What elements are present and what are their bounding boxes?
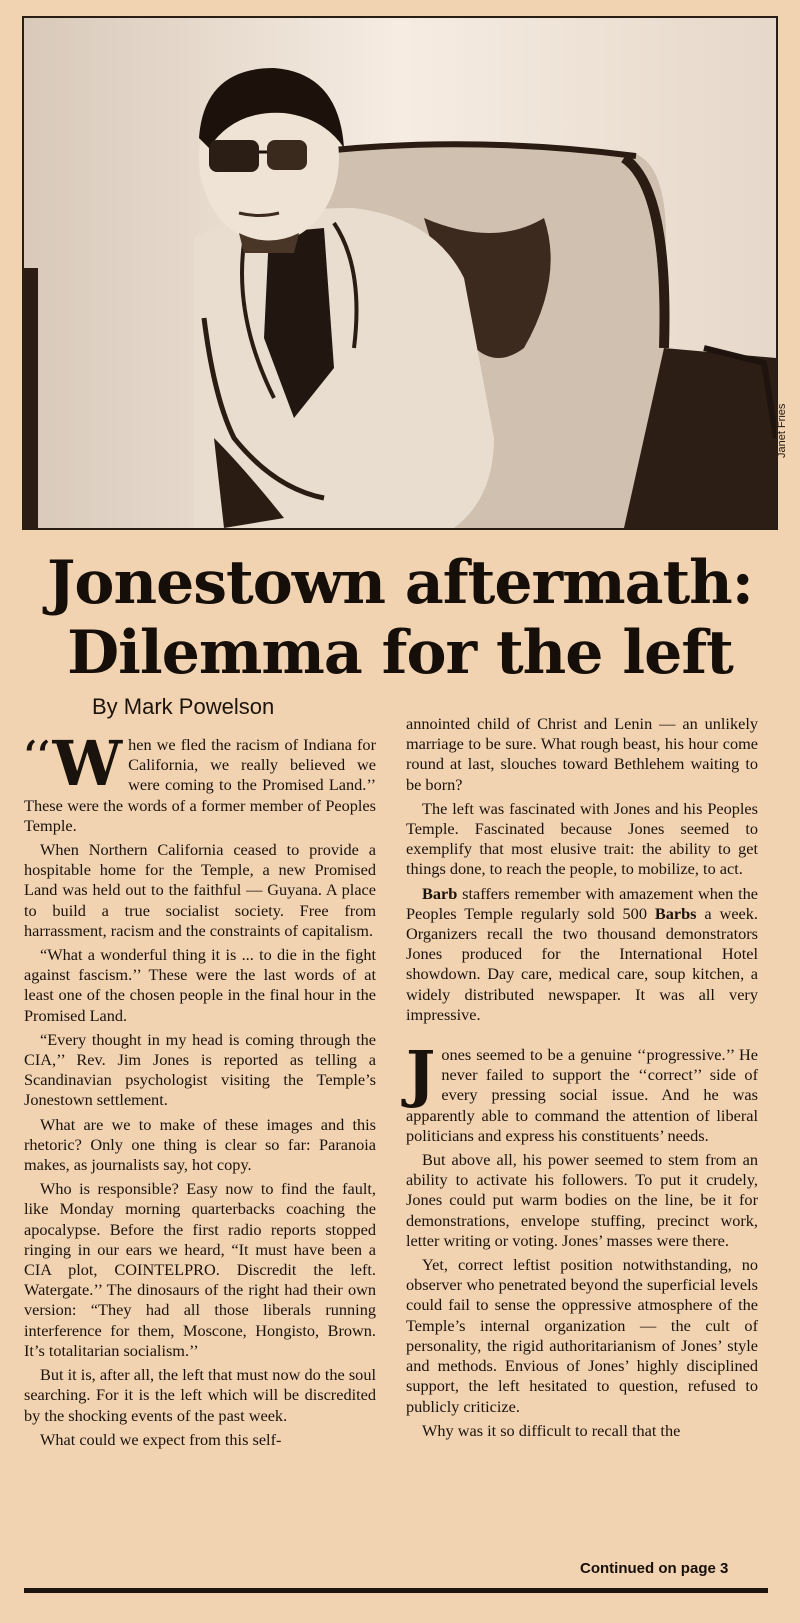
paragraph-text: ones seemed to be a genuine ‘‘progressive.’’ He never failed to support the ‘‘correct’’ side of every pressing social issue. And he was apparently able to command the attention of liberal politicians and express his constituents’ needs. <box>406 1045 758 1145</box>
paragraph: “What a wonderful thing it is ... to die in the fight against fascism.’’ These were the last words of at least one of the chosen people in the final hour in the Promised Land. <box>24 945 376 1025</box>
headline <box>0 548 800 688</box>
byline: By Mark Powelson <box>92 694 275 719</box>
opening-quote: ‘‘ <box>24 732 51 777</box>
paragraph <box>24 727 376 836</box>
bottom-rule <box>24 1588 768 1593</box>
paragraph <box>406 1037 758 1146</box>
continued-note: Continued on page 3 <box>580 1560 729 1577</box>
drop-cap: J <box>406 1037 436 1111</box>
photo <box>22 16 778 530</box>
paragraph: But it is, after all, the left that must now do the soul searching. For it is the left which will be discredited by the shocking events of the past week. <box>24 1365 376 1425</box>
paragraph: Why was it so difficult to recall that the <box>422 1420 681 1440</box>
publication-name: Barb <box>422 883 458 903</box>
paragraph: Who is responsible? Easy now to find the fault, like Monday morning quarterbacks coaching the apocalypse. Before the first radio reports stopped ringing in our ears we heard, “It must have been a CIA plot, COINTELPRO. Discredit the left. Watergate.’’ The dinosaurs of the right had their own version: “They had all those liberals running interference for them, Moscone, Hongisto, Brown. It’s totalitarian socialism.’’ <box>24 1179 376 1360</box>
headline-line-1: Jonestown aftermath: <box>47 548 753 618</box>
portrait-photo <box>24 18 776 528</box>
paragraph: annointed child of Christ and Lenin — an unlikely marriage to be sure. What rough beast, his hour come round at last, slouches toward Bethlehem waiting to be born? <box>406 714 758 794</box>
paragraph: What could we expect from this self- <box>40 1429 282 1449</box>
paragraph: But above all, his power seemed to stem from an ability to activate his followers. To put it crudely, Jones could put warm bodies on the line, be it for demonstrations, envelope stuffing, precinct work, letter writing or voting. Jones’ masses were there. <box>406 1150 758 1250</box>
paragraph: What are we to make of these images and this rhetoric? Only one thing is clear so far: Paranoia makes, as journalists say, hot copy. <box>24 1114 376 1175</box>
paragraph: The left was fascinated with Jones and his Peoples Temple. Fascinated because Jones seemed to exemplify that most elusive trait: the ability to get things done, to reach the people, to mobilize, to act. <box>406 798 758 879</box>
paragraph <box>406 884 758 1025</box>
article-column-2 <box>406 714 758 1445</box>
paragraph-text: staffers remember with amazement when the Peoples Temple regularly sold 500 <box>406 883 758 923</box>
section-gap <box>406 1029 758 1045</box>
drop-cap: W <box>52 727 123 800</box>
article-column-1 <box>24 727 376 1454</box>
paragraph: Yet, correct leftist position notwithstanding, no observer who penetrated beyond the superficial levels could fail to sense the oppressive atmosphere of the Temple’s internal organization — the cult of personality, the rigid authoritarianism of Jones’ style and methods. Envious of Jones’ highly disciplined support, the left hesitated to question, refused to publicly criticize. <box>406 1255 758 1416</box>
photo-credit: Janet Fries <box>776 403 788 458</box>
paragraph: “Every thought in my head is coming through the CIA,’’ Rev. Jim Jones is reported as telling a Scandinavian psychologist visiting the Temple’s Jonestown settlement. <box>24 1029 376 1110</box>
publication-name-plural: Barbs <box>654 903 697 923</box>
paragraph: When Northern California ceased to provide a hospitable home for the Temple, a new Promised Land was held out to the faithful — Guyana. A place to build a true socialist society. Free from harrassment, racism and the constraints of capitalism. <box>24 840 376 940</box>
headline-line-2: Dilemma for the left <box>67 618 733 688</box>
paragraph-text: hen we fled the racism of Indiana for California, we really believed we were coming to the Promised Land.’’ These were the words of a former member of Peoples Temple. <box>24 735 376 835</box>
paragraph-text: a week. Organizers recall the two thousand demonstrators Jones produced for the International Hotel showdown. Day care, medical care, soup kitchen, a widely distributed newspaper. It was all very impressive. <box>406 903 758 1024</box>
